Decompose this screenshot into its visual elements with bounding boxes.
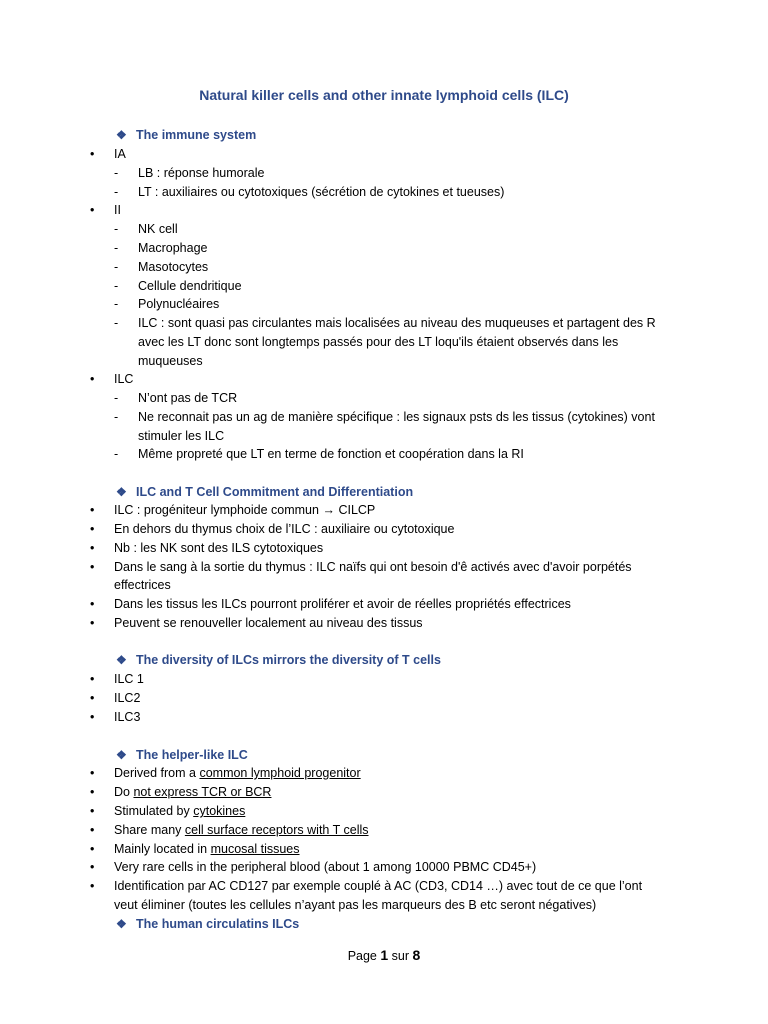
document-title: Natural killer cells and other innate lymphoid cells (ILC) [199, 87, 569, 103]
bullet-icon: • [90, 203, 95, 217]
section-heading-human-circulating-ilcs [116, 915, 299, 933]
list-item: Nb : les NK sont des ILS cytotoxiques [114, 541, 324, 555]
heading-text: The human circulatins ILCs [136, 917, 300, 931]
bullet-icon: • [90, 560, 95, 574]
sub-item-continuation: muqueuses [138, 354, 203, 368]
item-text: Share many [114, 823, 185, 837]
heading-text: ILC and T Cell Commitment and Differentiation [136, 485, 414, 499]
diamond-icon: ❖ [116, 653, 127, 667]
list-item: ILC 1 [114, 672, 144, 686]
item-text: CILCP [338, 503, 376, 517]
heading-text: The helper-like ILC [136, 748, 248, 762]
dash-icon: - [114, 166, 119, 180]
item-text: Do [114, 785, 134, 799]
list-item: Identification par AC CD127 par exemple couplé à AC (CD3, CD14 …) avec tout de ce que l’ont [114, 879, 643, 893]
section-heading-diversity [116, 651, 441, 669]
item-text: Mainly located in [114, 842, 211, 856]
dash-icon: - [114, 316, 119, 330]
sub-item: Même propreté que LT en terme de fonction et coopération dans la RI [138, 447, 524, 461]
diamond-icon: ❖ [116, 917, 127, 931]
sub-item: Macrophage [138, 241, 208, 255]
bullet-icon: • [90, 842, 95, 856]
list-item-continuation: veut éliminer (toutes les cellules n’ayant pas les marqueurs des B etc seront négatives) [114, 898, 597, 912]
dash-icon: - [114, 391, 119, 405]
sub-item: Ne reconnait pas un ag de manière spécifique : les signaux psts ds les tissus (cytokines) vont [138, 410, 655, 424]
list-item [114, 764, 361, 783]
dash-icon: - [114, 222, 119, 236]
sub-item: NK cell [138, 222, 178, 236]
section-heading-immune-system [116, 126, 256, 144]
underlined-text: cell surface receptors with T cells [184, 823, 369, 837]
page-word: Page [347, 949, 377, 963]
bullet-icon: • [90, 503, 95, 517]
bullet-icon: • [90, 522, 95, 536]
sub-item: ILC : sont quasi pas circulantes mais localisées au niveau des muqueuses et partagent des R [138, 316, 656, 330]
sur-word: sur [391, 949, 410, 963]
diamond-icon: ❖ [116, 485, 127, 499]
heading-text: The immune system [136, 128, 257, 142]
list-item-ii: II [114, 203, 121, 217]
list-item: Dans les tissus les ILCs pourront proliférer et avoir de réelles propriétés effectrices [114, 597, 571, 611]
list-item [114, 783, 271, 802]
bullet-icon: • [90, 766, 95, 780]
bullet-icon: • [90, 672, 95, 686]
sub-item: Masotocytes [138, 260, 209, 274]
dash-icon: - [114, 185, 119, 199]
arrow-right-icon: → [322, 503, 335, 517]
list-item-ia: IA [114, 147, 126, 161]
bullet-icon: • [90, 860, 95, 874]
list-item-continuation: effectrices [114, 578, 171, 592]
list-item: Very rare cells in the peripheral blood (about 1 among 10000 PBMC CD45+) [114, 860, 537, 874]
bullet-icon: • [90, 597, 95, 611]
bullet-icon: • [90, 785, 95, 799]
bullet-icon: • [90, 691, 95, 705]
list-item [114, 840, 300, 859]
dash-icon: - [114, 279, 119, 293]
sub-item: Polynucléaires [138, 297, 220, 311]
dash-icon: - [114, 447, 119, 461]
list-item: Peuvent se renouveller localement au niveau des tissus [114, 616, 423, 630]
dash-icon: - [114, 297, 119, 311]
sub-item: LB : réponse humorale [138, 166, 265, 180]
page-footer [0, 946, 768, 965]
underlined-text: not express TCR or BCR [133, 785, 272, 799]
bullet-icon: • [90, 879, 95, 893]
list-item: En dehors du thymus choix de l’ILC : auxiliaire ou cytotoxique [114, 522, 455, 536]
section-heading-commitment [116, 483, 413, 501]
diamond-icon: ❖ [116, 128, 127, 142]
list-item: Dans le sang à la sortie du thymus : ILC naïfs qui ont besoin d'ê activés avec d'avoir porpétés [114, 560, 632, 574]
item-text: ILC : progéniteur lymphoide commun [114, 503, 319, 517]
item-text: Derived from a [114, 766, 200, 780]
bullet-icon: • [90, 710, 95, 724]
total-pages: 8 [412, 947, 421, 963]
dash-icon: - [114, 410, 119, 424]
bullet-icon: • [90, 147, 95, 161]
list-item [114, 802, 245, 821]
sub-item: N’ont pas de TCR [138, 391, 238, 405]
sub-item: LT : auxiliaires ou cytotoxiques (sécrétion de cytokines et tueuses) [138, 185, 505, 199]
section-heading-helper-like-ilc [116, 746, 248, 764]
list-item [114, 821, 369, 840]
list-item [114, 501, 375, 520]
diamond-icon: ❖ [116, 748, 127, 762]
item-text: Stimulated by [114, 804, 194, 818]
sub-item-continuation: avec les LT donc sont longtemps passés pour des LT loqu'ils étaient observés dans les [138, 335, 619, 349]
dash-icon: - [114, 260, 119, 274]
bullet-icon: • [90, 804, 95, 818]
underlined-text: common lymphoid progenitor [199, 766, 361, 780]
bullet-icon: • [90, 823, 95, 837]
list-item-ilc: ILC [114, 372, 134, 386]
list-item: ILC2 [114, 691, 141, 705]
bullet-icon: • [90, 372, 95, 386]
current-page-number: 1 [380, 947, 389, 963]
list-item: ILC3 [114, 710, 141, 724]
sub-item: Cellule dendritique [138, 279, 242, 293]
sub-item-continuation: stimuler les ILC [138, 429, 225, 443]
underlined-text: mucosal tissues [210, 842, 300, 856]
bullet-icon: • [90, 541, 95, 555]
bullet-icon: • [90, 616, 95, 630]
dash-icon: - [114, 241, 119, 255]
underlined-text: cytokines [193, 804, 246, 818]
heading-text: The diversity of ILCs mirrors the diversity of T cells [136, 653, 441, 667]
